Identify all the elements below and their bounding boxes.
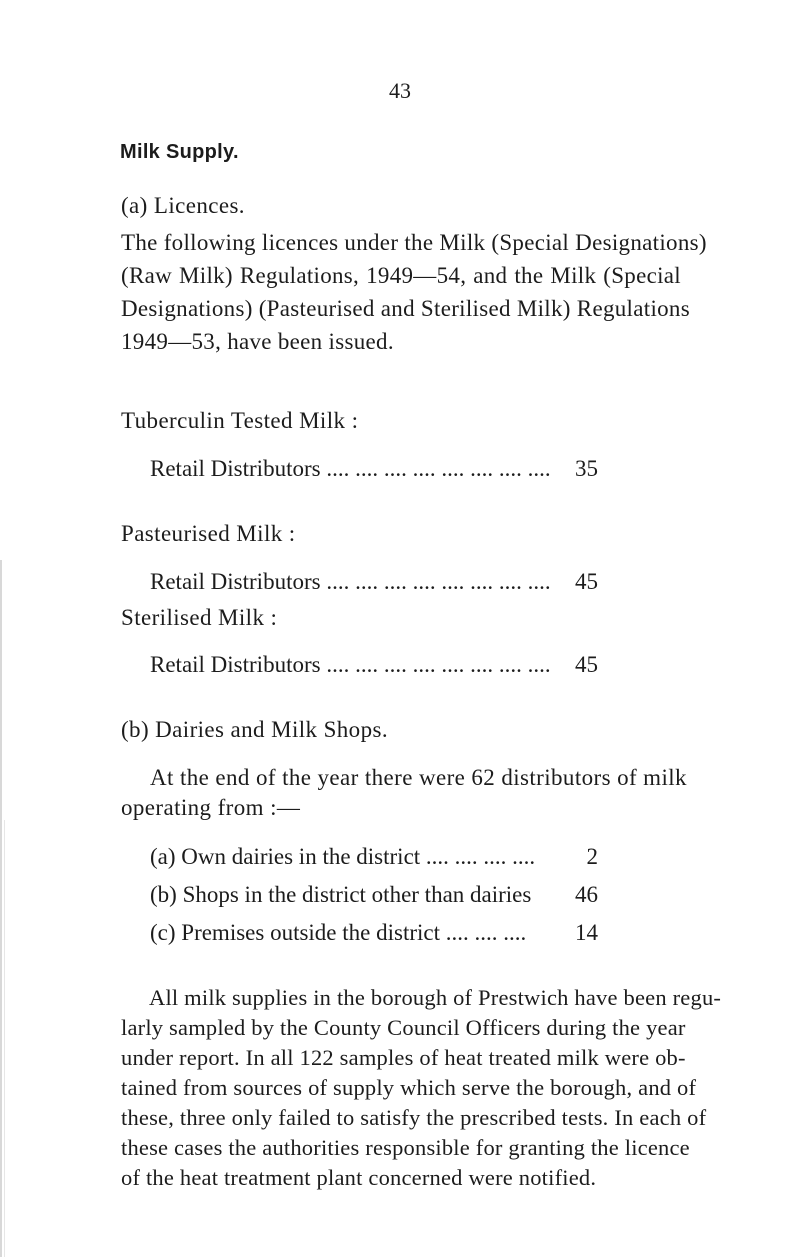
paragraph-line: (Raw Milk) Regulations, 1949—54, and the Milk (Special [121, 263, 681, 288]
licence-row-label: Retail Distributors .... .... .... .... .... .... .... .... [150, 569, 551, 594]
dairy-row-value: 46 [575, 882, 598, 907]
licence-row-value: 45 [575, 569, 598, 594]
paragraph-line: The following licences under the Milk (Special Designations) [121, 230, 707, 255]
paragraph-line: under report. In all 122 samples of heat treated milk were ob- [121, 1045, 686, 1070]
dairy-row [150, 844, 598, 870]
page-edge-shadow [0, 560, 2, 1257]
dairies-intro-line: At the end of the year there were 62 distributors of milk [150, 765, 687, 790]
paragraph-line: All milk supplies in the borough of Prestwich have been regu- [149, 985, 722, 1010]
dairies-intro-line: operating from :— [121, 795, 301, 820]
page-number: 43 [389, 78, 411, 103]
paragraph-line: Designations) (Pasteurised and Sterilised Milk) Regulations [121, 296, 690, 321]
dairy-row-value: 2 [586, 844, 598, 869]
paragraph-line: tained from sources of supply which serve the borough, and of [121, 1075, 697, 1100]
dairy-row-value: 14 [575, 920, 598, 945]
subsection-title-licences: (a) Licences. [121, 193, 245, 218]
dairy-row-label: (a) Own dairies in the district .... .... .... .... [150, 844, 536, 869]
licence-row-label: Retail Distributors .... .... .... .... .... .... .... .... [150, 652, 551, 677]
licence-row-label: Retail Distributors .... .... .... .... .... .... .... .... [150, 456, 551, 481]
page-edge-shadow-inner [4, 820, 5, 1257]
licence-row [150, 456, 598, 482]
dairy-row-label: (c) Premises outside the district .... .... .... [150, 920, 527, 945]
sampling-paragraph [121, 983, 722, 1193]
paragraph-line: these, three only failed to satisfy the prescribed tests. In each of [121, 1105, 707, 1130]
licence-row-value: 35 [575, 456, 598, 481]
licence-row [150, 652, 598, 678]
paragraph-line: these cases the authorities responsible for granting the licence [121, 1135, 690, 1160]
subsection-title-dairies: (b) Dairies and Milk Shops. [121, 717, 388, 742]
group-label-tuberculin: Tuberculin Tested Milk : [121, 408, 359, 433]
dairy-row-label: (b) Shops in the district other than dairies [150, 882, 532, 907]
paragraph-line: larly sampled by the County Council Officers during the year [121, 1015, 686, 1040]
licence-row [150, 569, 598, 595]
dairy-row [150, 920, 598, 946]
paragraph-line: 1949—53, have been issued. [121, 329, 394, 354]
dairy-row [150, 882, 598, 908]
licence-row-value: 45 [575, 652, 598, 677]
section-heading: Milk Supply. [120, 141, 239, 163]
paragraph-line: of the heat treatment plant concerned were notified. [121, 1165, 597, 1190]
group-label-sterilised: Sterilised Milk : [121, 605, 278, 630]
licences-paragraph [121, 226, 707, 358]
group-label-pasteurised: Pasteurised Milk : [121, 521, 296, 546]
